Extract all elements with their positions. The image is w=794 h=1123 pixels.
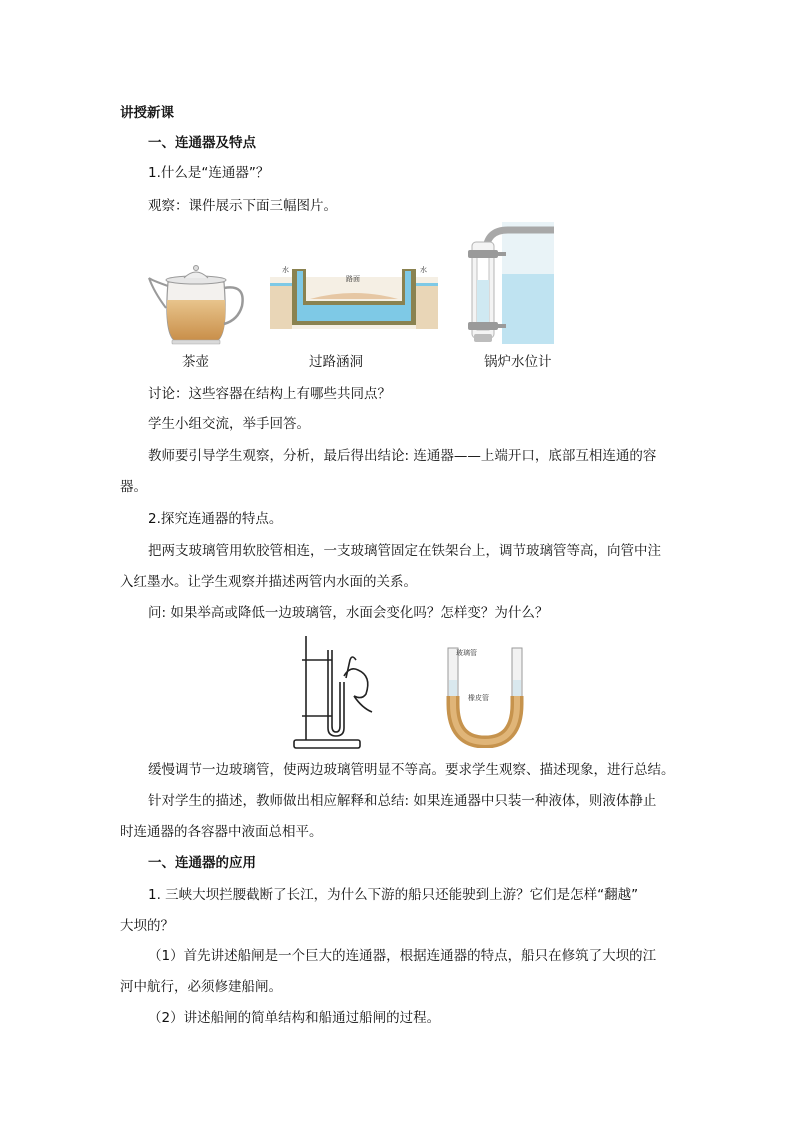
culvert-label-right-water: 水 — [420, 266, 427, 274]
experiment-line-2: 入红墨水。让学生观察并描述两管内水面的关系。 — [120, 574, 417, 590]
question-text: 问: 如果举高或降低一边玻璃管，水面会变化吗？怎样变？为什么？ — [148, 605, 549, 621]
stand-apparatus-figure — [292, 630, 378, 752]
boiler-caption: 锅炉水位计 — [484, 354, 552, 370]
culvert-label-road: 路面 — [346, 275, 360, 283]
students-answer-text: 学生小组交流，举手回答。 — [148, 416, 310, 432]
application-point-1-line-1: （1）首先讲述船闸是一个巨大的连通器，根据连通器的特点，船只在修筑了大坝的江 — [148, 948, 657, 964]
teapot-caption: 茶壶 — [182, 354, 209, 370]
adjust-text: 缓慢调节一边玻璃管，使两边玻璃管明显不等高。要求学生观察、描述现象，进行总结。 — [148, 762, 675, 778]
application-point-1-line-2: 河中航行，必须修建船闸。 — [120, 979, 282, 995]
culvert-caption: 过路涵洞 — [309, 354, 363, 370]
boiler-gauge-figure — [464, 222, 554, 344]
application-question-line-2: 大坝的？ — [120, 918, 174, 934]
u-tube-label-rubber: 橡皮管 — [468, 694, 489, 702]
observe-text: 观察：课件展示下面三幅图片。 — [148, 198, 337, 214]
question-2: 2.探究连通器的特点。 — [148, 511, 283, 527]
teapot-figure — [146, 262, 250, 346]
discuss-text: 讨论：这些容器在结构上有哪些共同点？ — [148, 386, 391, 402]
question-1: 1.什么是“连通器”？ — [148, 165, 270, 181]
heading: 讲授新课 — [120, 105, 174, 121]
application-point-2: （2）讲述船闸的简单结构和船通过船闸的过程。 — [148, 1010, 441, 1026]
teacher-guide-line-2: 器。 — [120, 479, 147, 495]
teacher-guide-line-1: 教师要引导学生观察，分析，最后得出结论: 连通器——上端开口，底部互相连通的容 — [148, 448, 657, 464]
u-tube-label-glass: 玻璃管 — [456, 649, 477, 657]
summary-line-1: 针对学生的描述，教师做出相应解释和总结: 如果连通器中只装一种液体，则液体静止 — [148, 793, 657, 809]
culvert-figure — [270, 263, 438, 329]
application-question-line-1: 1. 三峡大坝拦腰截断了长江，为什么下游的船只还能驶到上游？它们是怎样“翻越” — [148, 887, 639, 903]
summary-line-2: 时连通器的各容器中液面总相平。 — [120, 824, 323, 840]
experiment-line-1: 把两支玻璃管用软胶管相连，一支玻璃管固定在铁架台上，调节玻璃管等高，向管中注 — [148, 543, 661, 559]
section-title-1: 一、连通器及特点 — [148, 135, 256, 151]
u-tube-figure — [432, 640, 538, 748]
culvert-label-left-water: 水 — [282, 266, 289, 274]
section-title-2: 一、连通器的应用 — [148, 855, 256, 871]
